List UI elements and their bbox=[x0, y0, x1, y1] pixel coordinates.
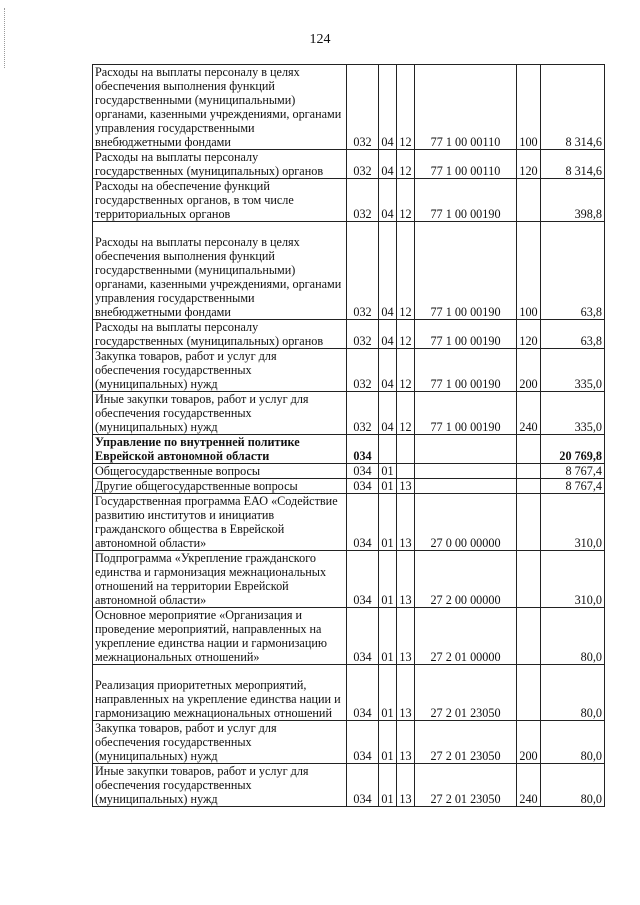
amount-cell: 398,8 bbox=[541, 179, 605, 222]
row-name-cell: Закупка товаров, работ и услуг для обеспечения государственных (муниципальных) нужд bbox=[93, 349, 347, 392]
subsection-code-cell: 12 bbox=[397, 65, 415, 150]
table-row bbox=[93, 464, 605, 479]
section-code-cell: 01 bbox=[379, 764, 397, 807]
target-article-cell: 77 1 00 00190 bbox=[415, 179, 517, 222]
ministry-code-cell: 032 bbox=[347, 150, 379, 179]
expense-type-cell: 120 bbox=[517, 150, 541, 179]
budget-table bbox=[92, 64, 605, 807]
row-name-cell: Иные закупки товаров, работ и услуг для обеспечения государственных (муниципальных) нужд bbox=[93, 392, 347, 435]
table-row bbox=[93, 721, 605, 764]
subsection-code-cell: 12 bbox=[397, 150, 415, 179]
row-name-cell: Общегосударственные вопросы bbox=[93, 464, 347, 479]
table-row bbox=[93, 65, 605, 150]
table-row bbox=[93, 222, 605, 320]
table-row bbox=[93, 494, 605, 551]
target-article-cell bbox=[415, 479, 517, 494]
amount-cell: 63,8 bbox=[541, 222, 605, 320]
section-code-cell: 04 bbox=[379, 222, 397, 320]
table-row bbox=[93, 320, 605, 349]
section-code-cell: 04 bbox=[379, 349, 397, 392]
amount-cell: 8 767,4 bbox=[541, 479, 605, 494]
ministry-code-cell: 032 bbox=[347, 179, 379, 222]
ministry-code-cell: 034 bbox=[347, 464, 379, 479]
amount-cell: 80,0 bbox=[541, 608, 605, 665]
ministry-code-cell: 032 bbox=[347, 349, 379, 392]
section-code-cell: 04 bbox=[379, 179, 397, 222]
target-article-cell: 27 2 01 00000 bbox=[415, 608, 517, 665]
row-name-cell: Реализация приоритетных мероприятий, направленных на укрепление единства нации и гармонизацию межнациональных отношений bbox=[93, 665, 347, 721]
target-article-cell: 27 2 01 23050 bbox=[415, 665, 517, 721]
expense-type-cell: 200 bbox=[517, 721, 541, 764]
section-code-cell: 01 bbox=[379, 665, 397, 721]
subsection-code-cell: 13 bbox=[397, 721, 415, 764]
target-article-cell: 27 0 00 00000 bbox=[415, 494, 517, 551]
ministry-code-cell: 032 bbox=[347, 222, 379, 320]
target-article-cell bbox=[415, 464, 517, 479]
subsection-code-cell bbox=[397, 435, 415, 464]
expense-type-cell bbox=[517, 179, 541, 222]
ministry-code-cell: 032 bbox=[347, 65, 379, 150]
target-article-cell: 77 1 00 00110 bbox=[415, 65, 517, 150]
section-code-cell: 04 bbox=[379, 150, 397, 179]
target-article-cell: 77 1 00 00190 bbox=[415, 320, 517, 349]
table-row bbox=[93, 349, 605, 392]
section-code-cell: 01 bbox=[379, 721, 397, 764]
page-number: 124 bbox=[309, 32, 331, 47]
row-name-cell: Расходы на выплаты персоналу в целях обеспечения выполнения функций государственными (муниципальными) органами, казенными учреждениями, органами управления государственными внебюджетными фондами bbox=[93, 65, 347, 150]
expense-type-cell bbox=[517, 494, 541, 551]
subsection-code-cell: 13 bbox=[397, 551, 415, 608]
ministry-code-cell: 034 bbox=[347, 608, 379, 665]
row-name-cell: Государственная программа ЕАО «Содействие развитию институтов и инициатив гражданского общества в Еврейской автономной области» bbox=[93, 494, 347, 551]
amount-cell: 20 769,8 bbox=[541, 435, 605, 464]
expense-type-cell bbox=[517, 665, 541, 721]
row-name-cell: Другие общегосударственные вопросы bbox=[93, 479, 347, 494]
table-row bbox=[93, 150, 605, 179]
subsection-code-cell: 13 bbox=[397, 665, 415, 721]
ministry-code-cell: 034 bbox=[347, 551, 379, 608]
expense-type-cell bbox=[517, 435, 541, 464]
row-name-cell: Расходы на выплаты персоналу государственных (муниципальных) органов bbox=[93, 320, 347, 349]
ministry-code-cell: 032 bbox=[347, 320, 379, 349]
subsection-code-cell: 13 bbox=[397, 479, 415, 494]
row-name-cell: Иные закупки товаров, работ и услуг для обеспечения государственных (муниципальных) нужд bbox=[93, 764, 347, 807]
expense-type-cell bbox=[517, 479, 541, 494]
ministry-code-cell: 034 bbox=[347, 435, 379, 464]
target-article-cell bbox=[415, 435, 517, 464]
target-article-cell: 27 2 01 23050 bbox=[415, 764, 517, 807]
expense-type-cell bbox=[517, 464, 541, 479]
row-name-cell: Управление по внутренней политике Еврейской автономной области bbox=[93, 435, 347, 464]
target-article-cell: 77 1 00 00190 bbox=[415, 349, 517, 392]
section-code-cell: 01 bbox=[379, 479, 397, 494]
section-code-cell: 04 bbox=[379, 320, 397, 349]
row-name-cell: Расходы на выплаты персоналу в целях обеспечения выполнения функций государственными (муниципальными) органами, казенными учреждениями, органами управления государственными внебюджетными фондами bbox=[93, 222, 347, 320]
amount-cell: 335,0 bbox=[541, 392, 605, 435]
target-article-cell: 27 2 01 23050 bbox=[415, 721, 517, 764]
table-row bbox=[93, 392, 605, 435]
section-code-cell: 01 bbox=[379, 608, 397, 665]
section-code-cell: 01 bbox=[379, 551, 397, 608]
table-row bbox=[93, 764, 605, 807]
amount-cell: 8 314,6 bbox=[541, 65, 605, 150]
row-name-cell: Подпрограмма «Укрепление гражданского единства и гармонизация межнациональных отношений на территории Еврейской автономной области» bbox=[93, 551, 347, 608]
table-row bbox=[93, 179, 605, 222]
amount-cell: 80,0 bbox=[541, 721, 605, 764]
ministry-code-cell: 032 bbox=[347, 392, 379, 435]
amount-cell: 8 767,4 bbox=[541, 464, 605, 479]
subsection-code-cell: 13 bbox=[397, 494, 415, 551]
ministry-code-cell: 034 bbox=[347, 479, 379, 494]
row-name-cell: Закупка товаров, работ и услуг для обеспечения государственных (муниципальных) нужд bbox=[93, 721, 347, 764]
section-code-cell bbox=[379, 435, 397, 464]
target-article-cell: 77 1 00 00190 bbox=[415, 392, 517, 435]
expense-type-cell: 240 bbox=[517, 764, 541, 807]
expense-type-cell bbox=[517, 608, 541, 665]
subsection-code-cell: 12 bbox=[397, 179, 415, 222]
section-code-cell: 01 bbox=[379, 464, 397, 479]
subsection-code-cell: 12 bbox=[397, 320, 415, 349]
row-name-cell: Основное мероприятие «Организация и проведение мероприятий, направленных на укрепление единства нации и гармонизацию межнациональных отношений» bbox=[93, 608, 347, 665]
subsection-code-cell: 13 bbox=[397, 608, 415, 665]
expense-type-cell: 120 bbox=[517, 320, 541, 349]
amount-cell: 80,0 bbox=[541, 764, 605, 807]
subsection-code-cell: 12 bbox=[397, 392, 415, 435]
row-name-cell: Расходы на обеспечение функций государственных органов, в том числе территориальных органов bbox=[93, 179, 347, 222]
row-name-cell: Расходы на выплаты персоналу государственных (муниципальных) органов bbox=[93, 150, 347, 179]
subsection-code-cell bbox=[397, 464, 415, 479]
amount-cell: 310,0 bbox=[541, 494, 605, 551]
amount-cell: 63,8 bbox=[541, 320, 605, 349]
table-row bbox=[93, 435, 605, 464]
subsection-code-cell: 13 bbox=[397, 764, 415, 807]
amount-cell: 8 314,6 bbox=[541, 150, 605, 179]
expense-type-cell: 100 bbox=[517, 222, 541, 320]
amount-cell: 80,0 bbox=[541, 665, 605, 721]
ministry-code-cell: 034 bbox=[347, 665, 379, 721]
table-row bbox=[93, 479, 605, 494]
ministry-code-cell: 034 bbox=[347, 721, 379, 764]
table-row bbox=[93, 551, 605, 608]
amount-cell: 310,0 bbox=[541, 551, 605, 608]
section-code-cell: 01 bbox=[379, 494, 397, 551]
target-article-cell: 77 1 00 00190 bbox=[415, 222, 517, 320]
subsection-code-cell: 12 bbox=[397, 349, 415, 392]
ministry-code-cell: 034 bbox=[347, 764, 379, 807]
target-article-cell: 77 1 00 00110 bbox=[415, 150, 517, 179]
table-row bbox=[93, 608, 605, 665]
ministry-code-cell: 034 bbox=[347, 494, 379, 551]
section-code-cell: 04 bbox=[379, 65, 397, 150]
expense-type-cell: 200 bbox=[517, 349, 541, 392]
expense-type-cell: 100 bbox=[517, 65, 541, 150]
expense-type-cell: 240 bbox=[517, 392, 541, 435]
amount-cell: 335,0 bbox=[541, 349, 605, 392]
table-row bbox=[93, 665, 605, 721]
expense-type-cell bbox=[517, 551, 541, 608]
subsection-code-cell: 12 bbox=[397, 222, 415, 320]
target-article-cell: 27 2 00 00000 bbox=[415, 551, 517, 608]
section-code-cell: 04 bbox=[379, 392, 397, 435]
